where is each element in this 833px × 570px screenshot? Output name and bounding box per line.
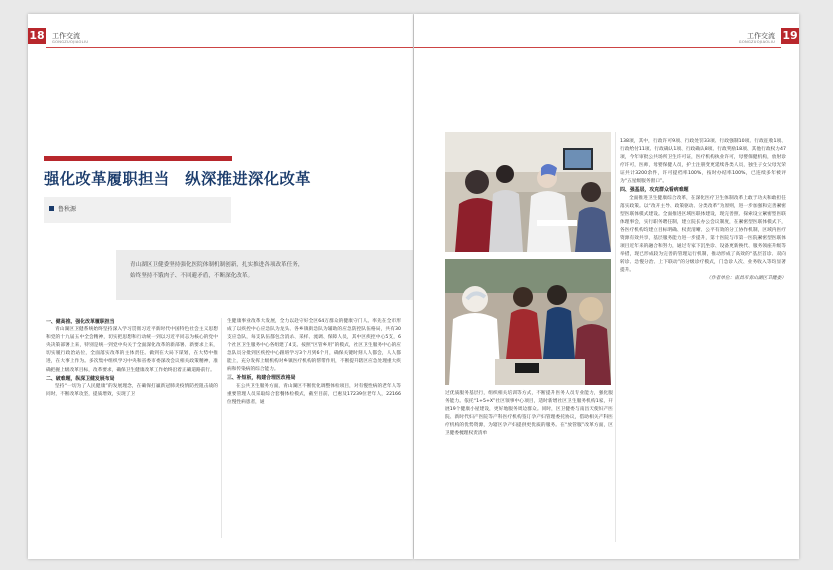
author-affiliation: （作者单位：南昌市青山湖区卫健委） (706, 276, 786, 282)
column-divider (221, 318, 222, 538)
photo-health-checkup (445, 259, 611, 385)
body-paragraph: 全面推进卫生健康综合改革，在深化医疗卫生体制改革上敢于功夫和敢担任落实政策。以“改开主导、政策驱动、分类改革”为原则，进一步加强和完善紧密型医联体模式建设。全面推进区域医联体建设，现完善照、探索设立紧密型医联体理事会，实行职务聘任制，建立院长办公会议制度，在紧密型医联体模式下，各医疗机构均建立目标明确、权责清晰、公平有效的分工协作机制，区域内医疗资源有效共享，基层服务能力进一步提升，第十医院与市第一医院紧密型医联体项目近年来的融合和努力，通过专家下沉坐诊、设备更新换代、服务领座升级等举措，现已形成较为完善的管理运行机制，推动形成了高效的“基层首诊、双向转诊、急慢分治、上下联动”的分级诊疗模式，门急诊人次、业务收入等均显著提升。 (620, 195, 786, 273)
body-column-1 (46, 318, 218, 399)
body-paragraph: 青山湖区卫健系统始终坚持深入学习贯彻习近平新时代中国特色社会主义思想和党的十九届五中全会精神，切实把思想和行动统一到以习近平同志为核心的党中央决策部署上来，特别是统一到党中央关于全面深化改革的新部署、新要求上来，切实履行政治站位，全面落实改革的主体责任。做到在大局下谋划，在大势中推进，在大事上作为。多次集中组织学习中央和省委市委深改会议相关政策精神，准确把握上级改革目标，改革要求，确保卫生健康改革工作始终沿着正确道路前行。 (46, 327, 218, 373)
elderly-health-checkup-photo (445, 259, 611, 385)
right-page (414, 14, 799, 559)
section-heading: 一、健高推、强化改革履职担当 (46, 319, 115, 325)
body-paragraph: 坚持“一切为了人民健康”的发展理念，在确保打赢新冠肺炎疫情防控阻击战的同时，不断改革攻坚，提质增效，实现了卫 (46, 383, 218, 397)
body-column-2 (620, 138, 786, 283)
article-title: 强化改革履职担当 纵深推进深化改革 (44, 170, 311, 188)
body-paragraph: 过优质服务基层行，组织相关培训等方式，不断提升医务人员专业能力，强化服务能力。依托“1+5+X”社区领事中心项目，适时新增社区卫生服务机构1家，开展19个健康小屋建设，更好地服务周边群众。同时，区卫健委与南昌天使妇产医院、新时代妇产医院等产科医疗机构签订孕产妇管理委托协议，借助相关产科医疗机构的优势资源，为辖区孕产妇提供更优质的服务。在“放管服”改革方面，区卫健委梳理权责清单 (445, 391, 613, 437)
body-paragraph: 在公共卫生服务方面，青山湖区不断优化调整体检项目，对有慢性病的老年人等重要管理人员采取综合套餐体检模式，截至目前，已惠及17239位老年人，22166位慢性病患者，通 (227, 383, 401, 405)
header-subtitle: GONGZUOJIAOLIU (738, 40, 775, 44)
body-column-1 (445, 390, 613, 438)
page-number: 18 (29, 29, 45, 42)
body-column-2 (227, 318, 401, 407)
medical-staff-consultation-photo (445, 132, 611, 252)
header-rule (46, 47, 413, 48)
left-page (28, 14, 413, 559)
photo-medical-consultation (445, 132, 611, 252)
title-accent-bar (44, 156, 232, 161)
author-name: 鲁秋源 (58, 206, 77, 213)
body-paragraph: 138项，其中，行政许可9项、行政处罚33项、行政强制10项、行政征收1项、行政给付11项、行政确认1项、行政确认8项、行政奖励18项、其他行政权力47项，今年审批公共场所卫生许可证，医疗机构执业许可，母婴保健机构，放射诊疗许可，医师，母婴保健人员，护士注册变更延续各类人员，独生子女父母光荣证共计3200余件，许可提档率100%，按时办结率100%，已连续多年被评为“五星级服务窗口”。 (620, 139, 786, 185)
author-marker (49, 206, 54, 211)
header-title: 工作交流 (52, 32, 80, 40)
page-header (739, 32, 775, 45)
header-subtitle: GONGZUOJIAOLIU (52, 40, 89, 44)
section-heading: 四、强基层，攻克群众看病难题 (620, 187, 689, 194)
header-title: 工作交流 (747, 32, 775, 40)
section-heading: 三、补短板，构建合理医改格局 (227, 375, 296, 382)
page-header (52, 32, 88, 45)
body-paragraph: 生健康事业改革大发展，全力以赴守好全区64万群众的健康守门人。率先在全市形成了以疾控中心应急队为龙头、各乡镇街急队为辅助的应急防控队伍格局，共有30支应急队，每支队伍都包含消杀、采样、流调、保障人员，其中区疾控中心5支，6个社区卫生服务中心各组建了4支。按照“区管乡用”的模式，社区卫生服务中心的应急队员分批到区疾控中心跟班学习3个月到6个月，确保关键时刻人人都会，人人都能上，充分发挥上级机构对乡镇医疗机构的帮带作用，不断提升辖区应急处理重大疾病和传染病的综合能力。 (227, 319, 401, 373)
column-divider (615, 132, 616, 542)
page-number: 19 (782, 29, 798, 42)
section-heading: 二、破难题，纵深卫健发展布局 (46, 375, 115, 382)
abstract-text: 青山湖区卫健委坚持强化医院体制机制创新，扎实推进各项改革任务，始终坚持不饿肉子、不回避矛盾，不断深化改革。 (130, 262, 304, 279)
header-rule (414, 47, 781, 48)
abstract-box (116, 250, 413, 300)
author-box (44, 197, 231, 223)
